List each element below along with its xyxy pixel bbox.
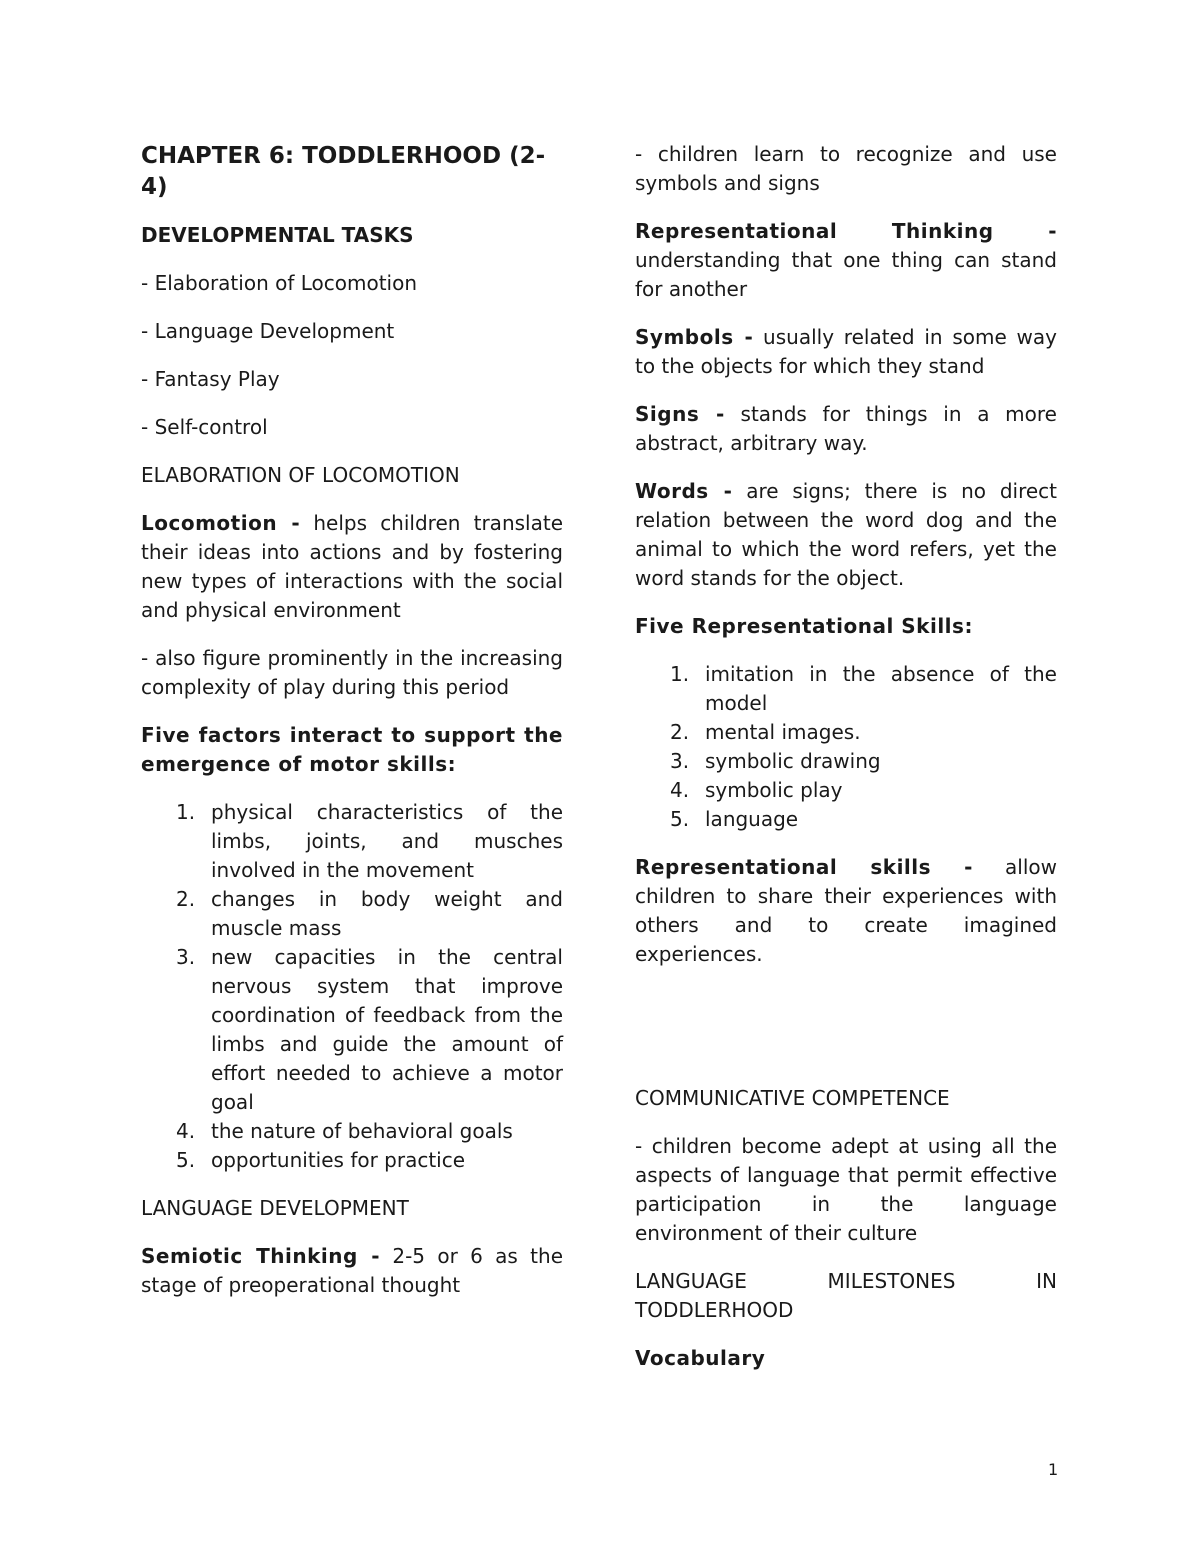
- locomotion-paragraph: [141, 509, 563, 625]
- semiotic-definition: 2-5 or 6 as the stage of preoperational thought: [141, 1244, 563, 1297]
- list-item: 2. mental images.: [670, 720, 861, 744]
- dev-task-item: - Elaboration of Locomotion: [141, 271, 418, 295]
- five-skills-heading: [635, 612, 1057, 641]
- list-item-text: symbolic drawing: [705, 749, 881, 773]
- list-item-text: mental images.: [705, 720, 861, 744]
- dev-task-item: - Fantasy Play: [141, 367, 280, 391]
- five-factors-heading: [141, 721, 563, 779]
- five-skills-heading-text: Five Representational Skills:: [635, 614, 973, 638]
- list-item-text: the nature of behavioral goals: [211, 1119, 513, 1143]
- developmental-tasks-heading: DEVELOPMENTAL TASKS: [141, 223, 414, 247]
- list-item: 3. new capacities in the central nervous system that improve coordination of feedback from the limbs and guide the amount of effort needed to achieve a motor goal: [176, 945, 563, 1114]
- communicative-competence-heading: COMMUNICATIVE COMPETENCE: [635, 1086, 950, 1110]
- symbols-term: Symbols -: [635, 325, 754, 349]
- representational-thinking-term: Representational Thinking -: [635, 219, 1057, 243]
- vocabulary-heading: [635, 1344, 1057, 1373]
- signs-definition: stands for things in a more abstract, arbitrary way.: [635, 402, 1057, 455]
- semiotic-term: Semiotic Thinking -: [141, 1244, 381, 1268]
- list-item-text: opportunities for practice: [211, 1148, 466, 1172]
- five-skills-list: [635, 660, 1057, 834]
- representational-thinking-paragraph: [635, 217, 1057, 304]
- five-factors-list: [141, 798, 563, 1175]
- representational-skills-definition: allow children to share their experiences with others and to create imagined experiences.: [635, 855, 1058, 966]
- list-item-text: changes in body weight and muscle mass: [211, 887, 563, 940]
- left-column: [141, 141, 563, 1319]
- semiotic-paragraph: [141, 1242, 563, 1300]
- signs-term: Signs -: [635, 402, 725, 426]
- dev-task-item: - Language Development: [141, 319, 395, 343]
- symbols-definition: usually related in some way to the objects for which they stand: [635, 325, 1057, 378]
- intro-paragraph: - children learn to recognize and use symbols and signs: [635, 142, 1057, 195]
- list-item: 4. symbolic play: [670, 778, 843, 802]
- words-paragraph: [635, 477, 1057, 593]
- list-item-text: language: [705, 807, 799, 831]
- list-item-text: imitation in the absence of the model: [705, 662, 1057, 715]
- symbols-paragraph: [635, 323, 1057, 381]
- five-factors-heading-text: Five factors interact to support the emergence of motor skills:: [141, 723, 563, 776]
- locomotion-also-paragraph: - also figure prominently in the increasing complexity of play during this period: [141, 646, 563, 699]
- representational-skills-paragraph: [635, 853, 1057, 969]
- list-item: 4. the nature of behavioral goals: [176, 1119, 513, 1143]
- right-column: [635, 140, 1057, 1392]
- signs-paragraph: [635, 400, 1057, 458]
- communicative-competence-paragraph: - children become adept at using all the aspects of language that permit effective participation in the language environment of their culture: [635, 1134, 1057, 1245]
- blank-space: [635, 988, 1057, 1084]
- locomotion-definition: helps children translate their ideas into actions and by fostering new types of interactions with the social and physical environment: [141, 511, 563, 622]
- language-development-heading: LANGUAGE DEVELOPMENT: [141, 1196, 409, 1220]
- words-definition: are signs; there is no direct relation between the word dog and the animal to which the word refers, yet the word stands for the object.: [635, 479, 1057, 590]
- page-number: 1: [1048, 1460, 1059, 1479]
- list-item-text: physical characteristics of the limbs, joints, and musches involved in the movement: [211, 800, 563, 882]
- list-item: 5. language: [670, 807, 799, 831]
- list-item: 5. opportunities for practice: [176, 1148, 466, 1172]
- language-milestones-heading: LANGUAGE MILESTONES IN TODDLERHOOD: [635, 1269, 1057, 1322]
- list-item-text: symbolic play: [705, 778, 843, 802]
- dev-task-item: - Self-control: [141, 415, 268, 439]
- vocabulary-heading-text: Vocabulary: [635, 1346, 766, 1370]
- list-item: 1. imitation in the absence of the model: [670, 662, 1057, 715]
- list-item: 2. changes in body weight and muscle mass: [176, 887, 563, 940]
- list-item-text: new capacities in the central nervous system that improve coordination of feedback from the limbs and guide the amount of effort needed to achieve a motor goal: [211, 945, 563, 1114]
- locomotion-heading: ELABORATION OF LOCOMOTION: [141, 463, 460, 487]
- locomotion-term: Locomotion -: [141, 511, 301, 535]
- words-term: Words -: [635, 479, 733, 503]
- representational-skills-term: Representational skills -: [635, 855, 973, 879]
- list-item: 1. physical characteristics of the limbs, joints, and musches involved in the movement: [176, 800, 563, 882]
- chapter-title: CHAPTER 6: TODDLERHOOD (2-4): [141, 143, 546, 200]
- representational-thinking-definition: understanding that one thing can stand for another: [635, 248, 1057, 301]
- list-item: 3. symbolic drawing: [670, 749, 881, 773]
